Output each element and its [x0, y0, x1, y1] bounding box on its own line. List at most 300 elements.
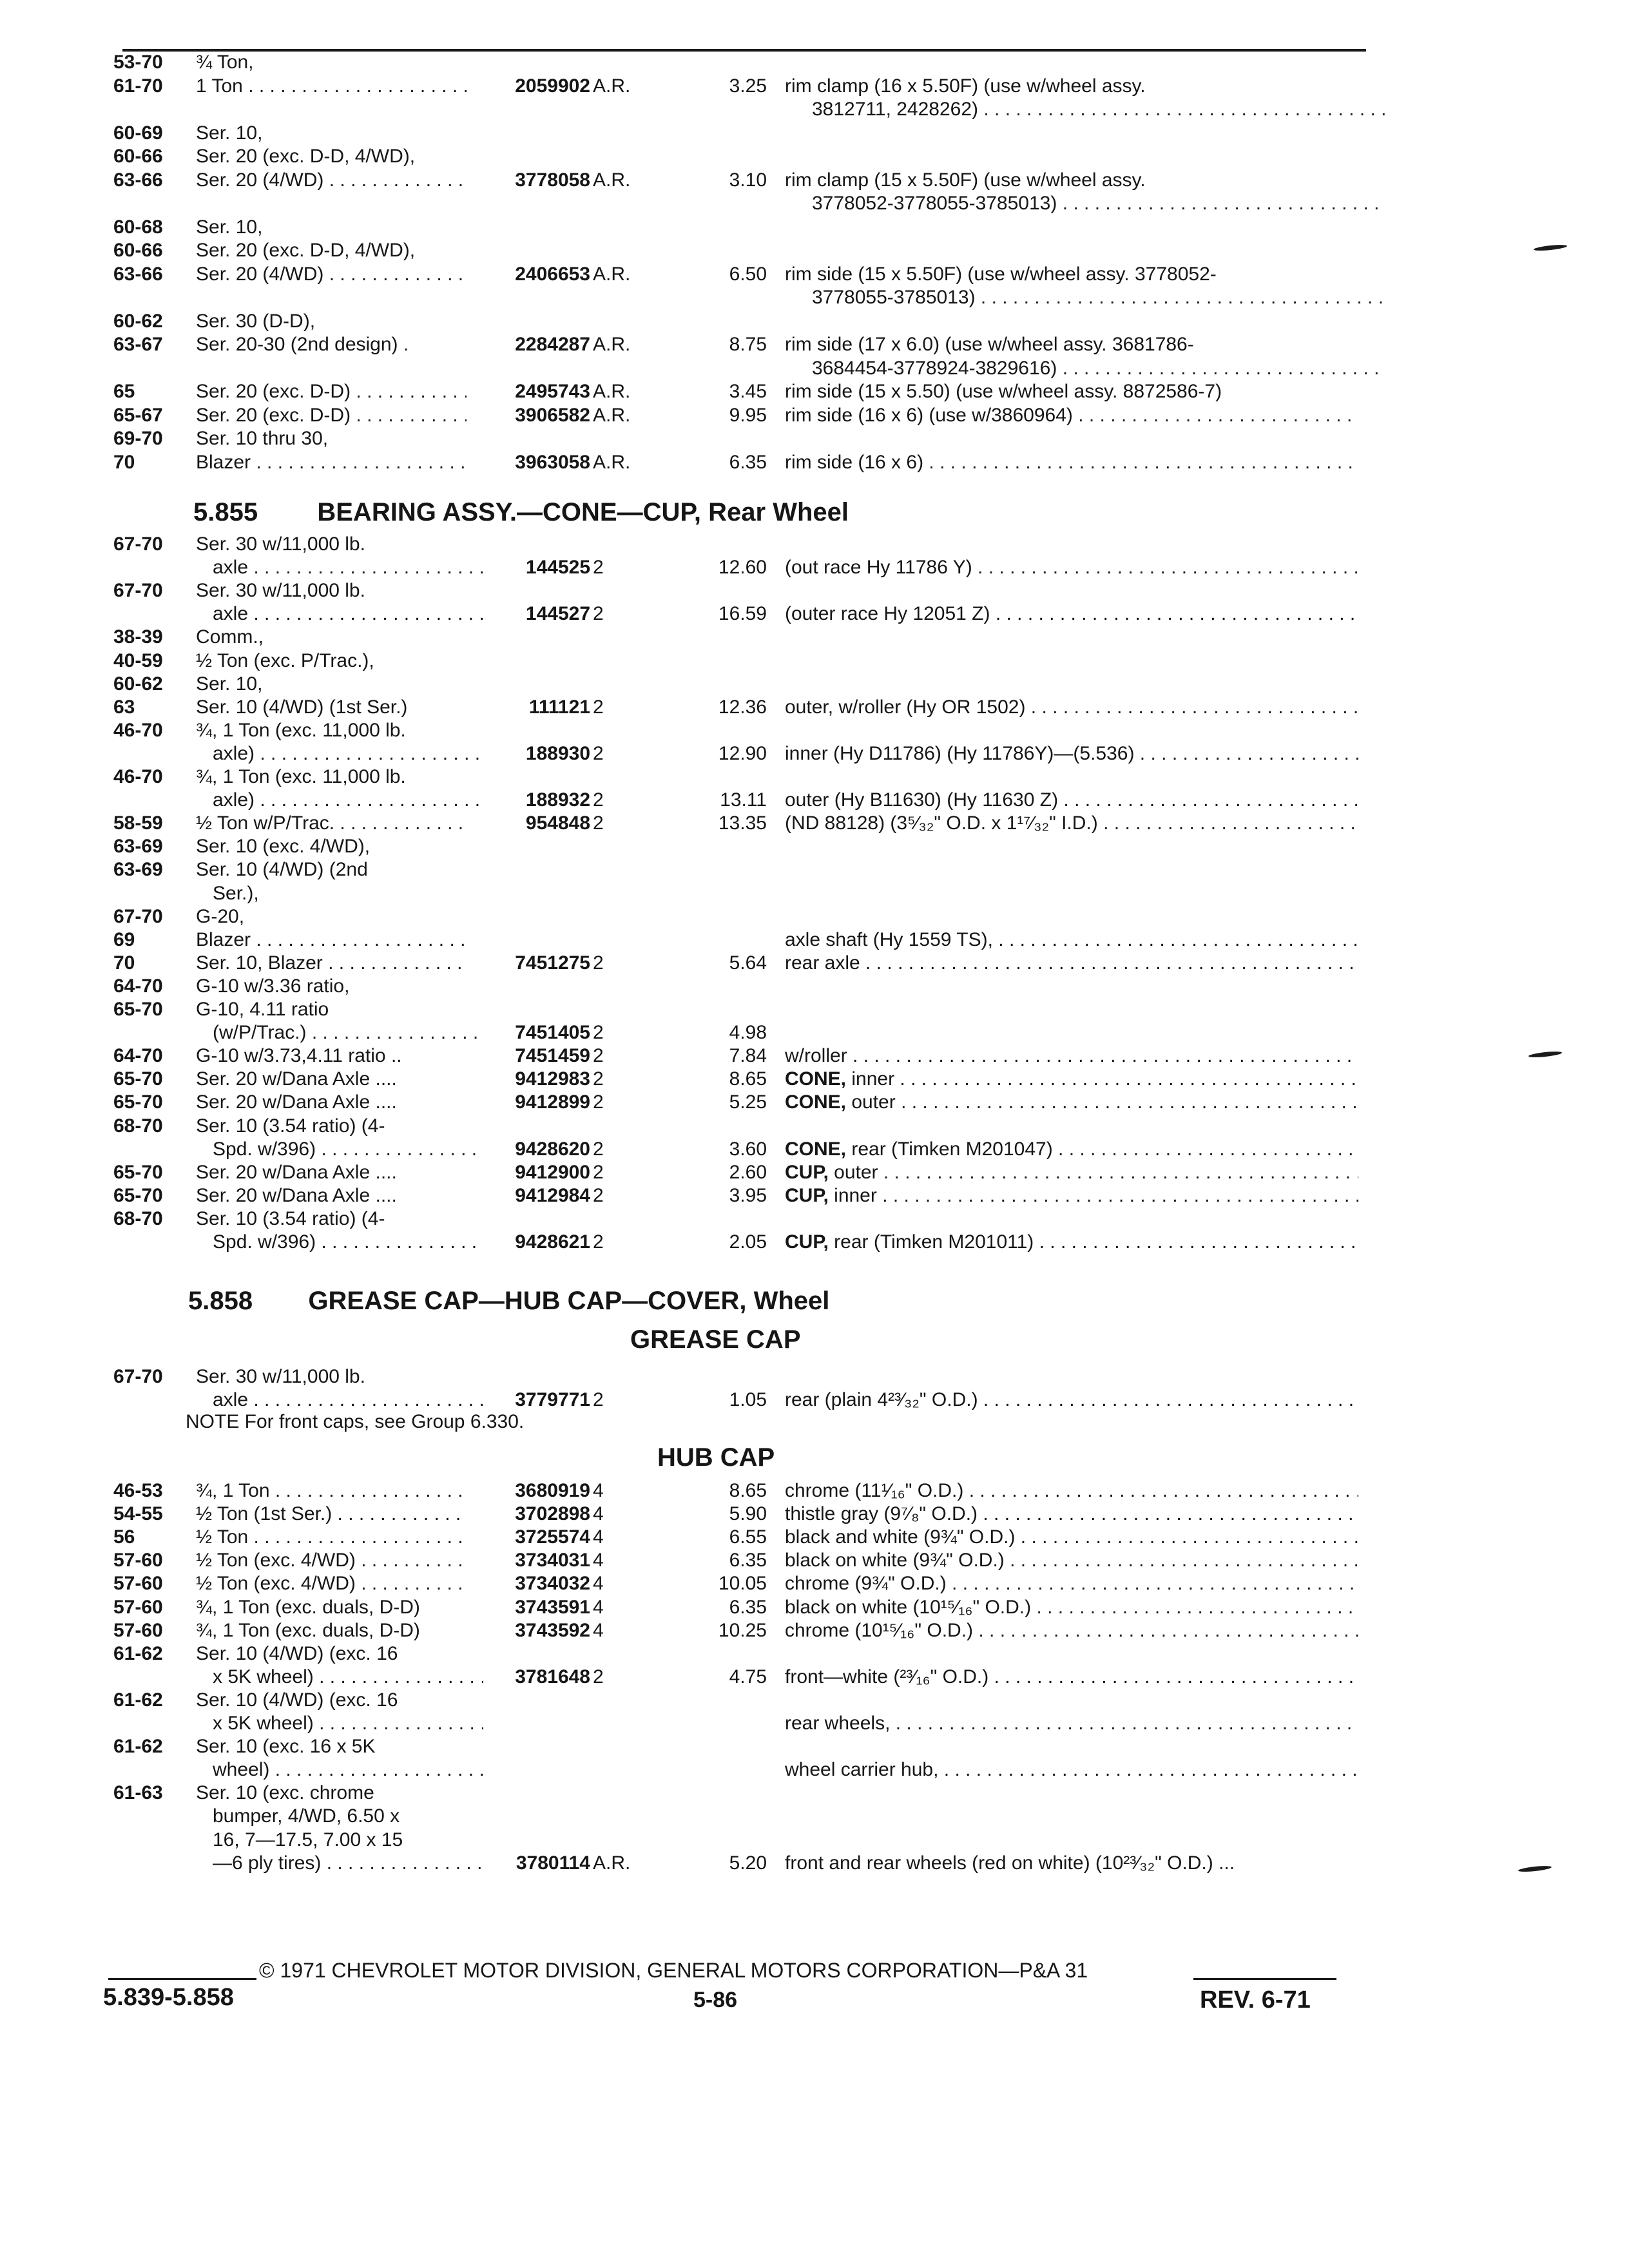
parts-row [0, 742, 1629, 766]
model-years: 70 [113, 451, 135, 473]
part-number: 9412984 [515, 1184, 590, 1206]
parts-row [0, 144, 1629, 169]
part-number: 2284287 [515, 334, 590, 355]
parts-row [0, 1735, 1629, 1759]
model-years: 68-70 [113, 1207, 163, 1229]
application: Ser. 10 (3.54 ratio) (4- [196, 1115, 385, 1137]
list-price: 6.55 [729, 1526, 767, 1548]
application: Ser. 10, [196, 673, 263, 695]
parts-row [0, 1571, 1629, 1596]
description [785, 1044, 1358, 1068]
description [785, 602, 1358, 626]
description-text: rear (Timken M201047) [846, 1138, 1053, 1160]
description-text: thistle gray (9⁷⁄₈" O.D.) [785, 1503, 978, 1525]
parts-row [0, 1044, 1629, 1068]
description-text: black on white (10¹⁵⁄₁₆" O.D.) [785, 1596, 1032, 1618]
model-years: 63-69 [113, 859, 163, 881]
parts-row [0, 1758, 1629, 1782]
parts-row [0, 951, 1629, 975]
list-price: 2.05 [729, 1231, 767, 1253]
description-text: axle shaft (Hy 1559 TS), [785, 928, 993, 950]
application: ½ Ton (exc. 4/WD) . . . [196, 1571, 467, 1596]
note-text: NOTE For front caps, see Group 6.330. [186, 1411, 525, 1432]
description [785, 1525, 1358, 1550]
parts-row [0, 1711, 1629, 1736]
description [785, 1184, 1358, 1208]
part-number: 9412899 [515, 1091, 590, 1113]
list-price: 7.84 [729, 1045, 767, 1067]
application: Ser. 20 (exc. D-D) . . . [196, 403, 467, 428]
parts-row [0, 215, 1629, 240]
description [785, 74, 1358, 99]
part-number: 7451405 [515, 1022, 590, 1044]
description-text: rear wheels, [785, 1713, 891, 1734]
application: ½ Ton (exc. 4/WD) . . . [196, 1548, 467, 1573]
quantity: A.R. [593, 1852, 631, 1874]
part-number: 3680919 [515, 1480, 590, 1501]
parts-row [0, 974, 1629, 999]
application: Ser. 10 (3.54 ratio) (4- [196, 1207, 385, 1229]
application: Ser. 30 w/11,000 lb. [196, 533, 365, 555]
section-title-tail: Wheel [753, 1287, 830, 1315]
grease-cap-subheading: GREASE CAP [630, 1325, 801, 1354]
description-text: front—white (²³⁄₁₆" O.D.) [785, 1666, 989, 1687]
application: 16, 7—17.5, 7.00 x 15 [213, 1829, 403, 1850]
part-number: 3906582 [515, 404, 590, 426]
part-number: 111121 [528, 696, 590, 718]
section-title-tail: Rear Wheel [708, 498, 849, 526]
section-5-858-heading [188, 1285, 829, 1316]
part-number: 3779771 [515, 1389, 590, 1410]
parts-row [0, 332, 1629, 357]
quantity: 4 [593, 1526, 604, 1548]
list-price: 12.60 [718, 557, 767, 579]
parts-row [0, 97, 1629, 122]
application: ¾ Ton, [196, 52, 254, 73]
description [785, 1137, 1358, 1162]
part-number: 3734032 [515, 1573, 590, 1595]
model-years: 60-69 [113, 122, 163, 144]
part-number: 3734031 [515, 1550, 590, 1571]
list-price: 12.36 [718, 696, 767, 718]
parts-row [0, 649, 1629, 673]
application: Ser. 30 (D-D), [196, 310, 316, 332]
quantity: 2 [593, 742, 604, 764]
parts-row [0, 881, 1629, 906]
quantity: 2 [593, 1184, 604, 1206]
application: ¾, 1 Ton (exc. 11,000 lb. [196, 719, 406, 741]
part-number: 9428621 [515, 1231, 590, 1253]
parts-row [0, 765, 1629, 789]
parts-row [0, 788, 1629, 812]
list-price: 1.05 [729, 1389, 767, 1410]
application: ¾, 1 Ton . . . [196, 1479, 467, 1503]
quantity: 2 [593, 1022, 604, 1044]
parts-row [0, 309, 1629, 334]
description-keyword: CONE, [785, 1068, 847, 1090]
model-years: 69 [113, 928, 135, 950]
model-years: 61-62 [113, 1736, 163, 1758]
model-years: 63 [113, 696, 135, 718]
part-number: 3743591 [515, 1596, 590, 1618]
application: Blazer . . . [196, 928, 467, 952]
description [785, 1067, 1358, 1091]
model-years: 60-66 [113, 146, 163, 167]
list-price: 12.90 [718, 742, 767, 764]
quantity: 2 [593, 1091, 604, 1113]
parts-row [0, 928, 1629, 952]
parts-row [0, 834, 1629, 859]
quantity: A.R. [593, 381, 631, 402]
description [785, 928, 1358, 952]
parts-row [0, 1642, 1629, 1666]
quantity: 4 [593, 1619, 604, 1641]
model-years: 67-70 [113, 580, 163, 602]
parts-row [0, 121, 1629, 146]
application: axle) . . . [196, 742, 483, 766]
description [785, 1711, 1358, 1736]
description-text: chrome (9¾" O.D.) [785, 1573, 947, 1595]
parts-row [0, 168, 1629, 193]
model-years: 60-66 [113, 240, 163, 261]
list-price: 8.65 [729, 1068, 767, 1090]
application: Ser. 10 (exc. 16 x 5K [196, 1736, 376, 1758]
model-years: 63-66 [113, 263, 163, 285]
model-years: 60-68 [113, 216, 163, 238]
parts-row [0, 1828, 1629, 1852]
description-text: (outer race Hy 12051 Z) [785, 603, 990, 625]
application: G-10 w/3.36 ratio, [196, 975, 350, 997]
model-years: 65-70 [113, 1161, 163, 1183]
parts-row [0, 1619, 1629, 1643]
parts-row [0, 1230, 1629, 1254]
model-years: 65 [113, 381, 135, 402]
parts-row [0, 1114, 1629, 1139]
model-years: 61-62 [113, 1689, 163, 1711]
description-text: wheel carrier hub, [785, 1759, 939, 1781]
application: axle . . . [196, 1388, 483, 1412]
part-number: 2406653 [515, 263, 590, 285]
list-price: 5.90 [729, 1503, 767, 1525]
section-title: GREASE CAP—HUB CAP—COVER, [308, 1287, 747, 1315]
part-number: 9428620 [515, 1138, 590, 1160]
parts-row [0, 1688, 1629, 1713]
model-years: 57-60 [113, 1619, 163, 1641]
list-price: 6.50 [729, 263, 767, 285]
list-price: 5.64 [729, 952, 767, 974]
description-text: 3778052-3778055-3785013) [812, 193, 1057, 214]
application: Ser. 20 (exc. D-D, 4/WD), [196, 146, 416, 167]
application: ¾, 1 Ton (exc. duals, D-D) [196, 1619, 420, 1641]
quantity: 2 [593, 1138, 604, 1160]
description [785, 555, 1358, 580]
parts-row [0, 356, 1629, 381]
quantity: 2 [593, 1068, 604, 1090]
description [785, 262, 1358, 287]
application: (w/P/Trac.) . . . [196, 1021, 483, 1045]
footer-page-number: 5-86 [693, 1988, 738, 2012]
application: 1 Ton . . . [196, 74, 467, 99]
part-number: 3781648 [515, 1666, 590, 1687]
application: ¾, 1 Ton (exc. duals, D-D) [196, 1596, 420, 1618]
list-price: 6.35 [729, 451, 767, 473]
application: axle . . . [196, 602, 483, 626]
part-number: 7451459 [515, 1045, 590, 1067]
description-text: rim side (15 x 5.50F) (use w/wheel assy. 3778052- [785, 263, 1217, 285]
description [812, 285, 1385, 310]
description-text: inner [828, 1184, 877, 1206]
footer-rule-right [1193, 1978, 1336, 1980]
application: axle) . . . [196, 788, 483, 812]
model-years: 46-53 [113, 1480, 163, 1501]
description-keyword: CUP, [785, 1161, 829, 1183]
application: —6 ply tires) . . . [196, 1851, 483, 1876]
model-years: 69-70 [113, 428, 163, 449]
list-price: 10.25 [718, 1619, 767, 1641]
quantity: 2 [593, 789, 604, 811]
parts-row [0, 1548, 1629, 1573]
list-price: 3.60 [729, 1138, 767, 1160]
list-price: 3.25 [729, 75, 767, 97]
part-number: 2495743 [515, 381, 590, 402]
application: Ser. 20 (exc. D-D, 4/WD), [196, 240, 416, 261]
application: ½ Ton (1st Ser.) . . . [196, 1502, 467, 1526]
description-text: outer, w/roller (Hy OR 1502) [785, 696, 1026, 718]
quantity: A.R. [593, 334, 631, 355]
model-years: 63-69 [113, 836, 163, 858]
application: ¾, 1 Ton (exc. 11,000 lb. [196, 766, 406, 787]
model-years: 61-62 [113, 1642, 163, 1664]
parts-row [0, 1479, 1629, 1503]
list-price: 13.35 [718, 812, 767, 834]
description [785, 1230, 1358, 1254]
application: G-10, 4.11 ratio [196, 999, 329, 1020]
model-years: 57-60 [113, 1596, 163, 1618]
quantity: 4 [593, 1480, 604, 1501]
quantity: A.R. [593, 263, 631, 285]
footer-revision: REV. 6-71 [1200, 1986, 1311, 2013]
application: ½ Ton . . . [196, 1525, 467, 1550]
parts-row [0, 1137, 1629, 1162]
parts-row [0, 50, 1629, 75]
description [812, 97, 1385, 122]
model-years: 65-70 [113, 1068, 163, 1090]
description [785, 1160, 1358, 1185]
description-text: rim clamp (16 x 5.50F) (use w/wheel assy. [785, 75, 1146, 97]
model-years: 65-67 [113, 404, 163, 426]
application: G-20, [196, 905, 245, 927]
quantity: 4 [593, 1550, 604, 1571]
description [785, 1665, 1358, 1689]
parts-row [0, 191, 1629, 216]
model-years: 70 [113, 952, 135, 974]
list-price: 8.75 [729, 334, 767, 355]
quantity: A.R. [593, 169, 631, 191]
description [785, 811, 1358, 836]
application: Ser. 20 (4/WD) . . . [196, 262, 467, 287]
part-number: 188930 [525, 742, 590, 764]
parts-row [0, 74, 1629, 99]
description-text: inner [846, 1068, 895, 1090]
parts-row [0, 1804, 1629, 1829]
parts-row [0, 811, 1629, 836]
parts-row [0, 1207, 1629, 1231]
description [785, 951, 1358, 975]
quantity: 2 [593, 1231, 604, 1253]
description [812, 191, 1385, 216]
application: Ser. 10 (4/WD) (1st Ser.) [196, 696, 408, 718]
description-text: 3684454-3778924-3829616) [812, 357, 1057, 379]
description [785, 1571, 1358, 1596]
description-text: rim side (16 x 6) (use w/3860964) [785, 404, 1073, 426]
model-years: 40-59 [113, 649, 163, 671]
model-years: 67-70 [113, 905, 163, 927]
description [785, 380, 1358, 404]
model-years: 61-63 [113, 1782, 163, 1804]
parts-row [0, 602, 1629, 626]
model-years: 68-70 [113, 1115, 163, 1137]
description [785, 1851, 1358, 1876]
description-text: rim side (15 x 5.50) (use w/wheel assy. 8872586-7) [785, 381, 1222, 402]
list-price: 13.11 [720, 789, 767, 811]
parts-row [0, 905, 1629, 929]
list-price: 4.98 [729, 1022, 767, 1044]
application: Spd. w/396) . . . [196, 1230, 483, 1254]
parts-row [0, 1851, 1629, 1876]
quantity: 2 [593, 603, 604, 625]
part-number: 9412900 [515, 1161, 590, 1183]
model-years: 57-60 [113, 1550, 163, 1571]
part-number: 3743592 [515, 1619, 590, 1641]
parts-row [0, 997, 1629, 1022]
description-text: rear axle [785, 952, 860, 974]
parts-row [0, 1665, 1629, 1689]
parts-row [0, 1388, 1629, 1412]
application: wheel) . . . [196, 1758, 483, 1782]
application: Ser. 20 w/Dana Axle .... [196, 1091, 397, 1113]
description-text: 3778055-3785013) [812, 287, 976, 308]
application: Ser. 10 (4/WD) (exc. 16 [196, 1642, 398, 1664]
part-number: 9412983 [515, 1068, 590, 1090]
description-text: (out race Hy 11786 Y) [785, 557, 972, 579]
application: Ser. 10 thru 30, [196, 428, 329, 449]
list-price: 3.10 [729, 169, 767, 191]
application: Ser. 20 (4/WD) . . . [196, 168, 467, 193]
model-years: 46-70 [113, 719, 163, 741]
description-text: outer (Hy B11630) (Hy 11630 Z) [785, 789, 1059, 811]
description [785, 742, 1358, 766]
parts-row [0, 555, 1629, 580]
model-years: 61-70 [113, 75, 163, 97]
application: x 5K wheel) . . . [196, 1711, 483, 1736]
description-text: rim side (17 x 6.0) (use w/wheel assy. 3681786- [785, 334, 1194, 355]
application: Ser. 10, [196, 122, 263, 144]
application: Ser. 20-30 (2nd design) . [196, 334, 409, 355]
description-text: rim side (16 x 6) [785, 451, 924, 473]
quantity: 2 [593, 696, 604, 718]
list-price: 3.95 [729, 1184, 767, 1206]
parts-row [0, 1160, 1629, 1185]
application: G-10 w/3.73,4.11 ratio .. [196, 1045, 402, 1067]
part-number: 3702898 [515, 1503, 590, 1525]
parts-row [0, 1021, 1629, 1045]
application: Ser. 30 w/11,000 lb. [196, 1366, 365, 1387]
parts-row [0, 1184, 1629, 1208]
list-price: 5.25 [729, 1091, 767, 1113]
list-price: 2.60 [729, 1161, 767, 1183]
footer-rule-left [108, 1978, 256, 1980]
application: Ser. 20 w/Dana Axle .... [196, 1161, 397, 1183]
part-number: 3778058 [515, 169, 590, 191]
quantity: 2 [593, 1161, 604, 1183]
description [785, 1388, 1358, 1412]
section-5-855-heading [193, 497, 849, 528]
section-number: 5.855 [193, 498, 258, 526]
parts-row [0, 672, 1629, 697]
model-years: 60-62 [113, 310, 163, 332]
quantity: 2 [593, 1666, 604, 1687]
quantity: 4 [593, 1573, 604, 1595]
list-price: 10.05 [718, 1573, 767, 1595]
parts-row [0, 1595, 1629, 1620]
description-text: 3812711, 2428262) [812, 99, 979, 120]
description-keyword: CONE, [785, 1091, 847, 1113]
model-years: 38-39 [113, 626, 163, 648]
application: Ser. 20 w/Dana Axle .... [196, 1184, 397, 1206]
description-text: outer [828, 1161, 878, 1183]
parts-row [0, 450, 1629, 475]
parts-row [0, 285, 1629, 310]
model-years: 60-62 [113, 673, 163, 695]
description [785, 403, 1358, 428]
description-text: rim clamp (15 x 5.50F) (use w/wheel assy. [785, 169, 1146, 191]
parts-row [0, 579, 1629, 603]
parts-row [0, 625, 1629, 649]
part-number: 3780114 [516, 1852, 590, 1874]
footer-section-range: 5.839-5.858 [103, 1984, 234, 2011]
description-text: black and white (9¾" O.D.) [785, 1526, 1016, 1548]
parts-row [0, 380, 1629, 404]
hub-cap-subheading: HUB CAP [657, 1443, 775, 1472]
description-keyword: CUP, [785, 1231, 829, 1253]
application: Ser.), [213, 882, 259, 904]
parts-row [0, 1525, 1629, 1550]
description [785, 1619, 1358, 1643]
application: Comm., [196, 626, 264, 648]
parts-row [0, 532, 1629, 557]
quantity: 2 [593, 1389, 604, 1410]
part-number: 144527 [525, 603, 590, 625]
model-years: 65-70 [113, 1091, 163, 1113]
description-text: chrome (11¹⁄₁₆" O.D.) [785, 1480, 964, 1501]
quantity: A.R. [593, 451, 631, 473]
parts-row [0, 403, 1629, 428]
part-number: 188932 [525, 789, 590, 811]
description-text: outer [846, 1091, 896, 1113]
model-years: 53-70 [113, 52, 163, 73]
quantity: 2 [593, 952, 604, 974]
parts-row [0, 1502, 1629, 1526]
description [785, 332, 1358, 357]
application: Ser. 10 (4/WD) (2nd [196, 859, 368, 881]
quantity: 2 [593, 557, 604, 579]
part-number: 954848 [525, 812, 590, 834]
description-text: front and rear wheels (red on white) (10²³⁄₃₂" O.D.) ... [785, 1852, 1235, 1874]
quantity: A.R. [593, 75, 631, 97]
footer-copyright: © 1971 CHEVROLET MOTOR DIVISION, GENERAL MOTORS CORPORATION—P&A 31 [259, 1959, 1088, 1982]
description-text: rear (Timken M201011) [828, 1231, 1034, 1253]
part-number: 144525 [525, 557, 590, 579]
